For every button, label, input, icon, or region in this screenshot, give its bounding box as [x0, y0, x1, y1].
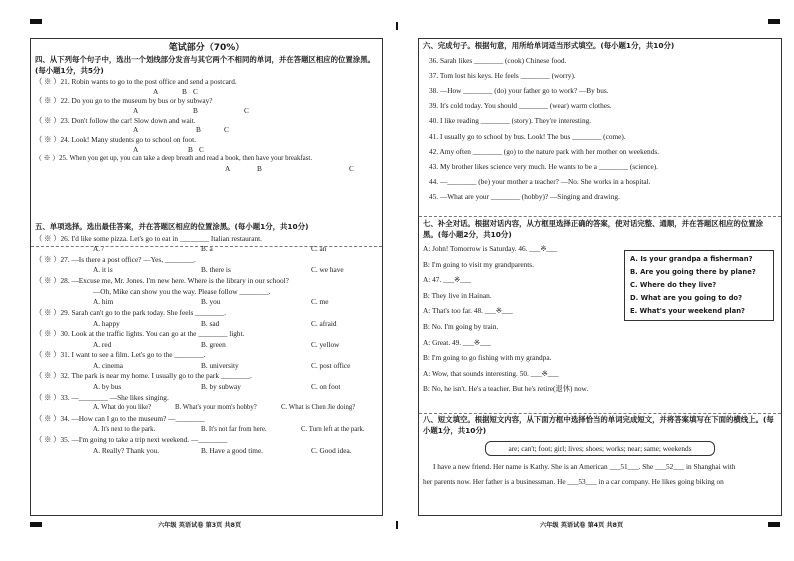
page-footer: 六年级 英语试卷 第4页 共8页: [540, 522, 624, 529]
question-39: 39. It's cold today. You should ________ (wear) warm clothes.: [429, 101, 612, 111]
answer-letters: A B C: [133, 125, 229, 135]
question-31: （ ※ ）31. I want to see a film. Let's go to the ________.: [35, 350, 206, 360]
center-mark: [396, 22, 398, 30]
options-30: A. red B. green C. yellow: [93, 339, 340, 349]
word-bank: are; can't; foot; girl; lives; shoes; works; near; same; weekends: [485, 441, 715, 456]
registration-mark: [768, 522, 780, 527]
exam-page-3: [30, 38, 383, 516]
answer-letters: A B C: [133, 144, 204, 154]
question-27: （ ※ ）27. —Is there a post office? —Yes, ________.: [35, 254, 196, 264]
question-40: 40. I like reading ________ (story). They're interesting.: [429, 116, 592, 126]
choice-a: A. Is your grandpa a fisherman?: [630, 255, 753, 263]
choice-b: B. Are you going there by plane?: [630, 268, 756, 276]
section-7: [419, 219, 781, 414]
section-8: [419, 415, 781, 513]
registration-mark: [30, 522, 42, 527]
passage-line: I have a new friend. Her name is Kathy. She is an American ___51___. She ___52___ in Shanghai with: [433, 462, 736, 471]
section-4: [31, 55, 382, 247]
question-43: 43. My brother likes science very much. He wants to be a ________ (science).: [429, 161, 658, 171]
question-30: （ ※ ）30. Look at the traffic lights. You can go at the ________ light.: [35, 329, 245, 339]
options-29: A. happy B. sad C. afraid: [93, 318, 337, 328]
answer-choice-box: [624, 250, 774, 321]
question-25: （ ※ ）25. When you get up, you can take a deep breath and read a book, then have your breakfast.: [35, 155, 313, 163]
registration-mark: [768, 19, 780, 24]
question-37: 37. Tom lost his keys. He feels ________ (worry).: [429, 70, 576, 80]
section-header: 五、单项选择。选出最佳答案，并在答题区相应的位置涂黑。(每小题1分，共10分): [35, 222, 309, 231]
dialogue-line: B: No. I'm going by train.: [423, 321, 499, 331]
choice-d: D. What are you going to do?: [630, 294, 743, 302]
question-24: （ ※ ）24. Look! Many students go to school on foot.: [35, 134, 196, 144]
section-header: 六、完成句子。根据句意，用所给单词适当形式填空。(每小题1分，共10分): [423, 41, 675, 50]
options-31: A. cinema B. university C. post office: [93, 361, 351, 371]
dialogue-line: A: 47. ___※___: [423, 275, 472, 285]
dialogue-line: A: Wow, that sounds interesting. 50. ___※___: [423, 368, 559, 378]
options-33: A. What do you like? B. What's your mom's hobby? C. What is Chen Jie doing?: [93, 404, 356, 412]
dialogue-line: A: That's too far. 48. ___※___: [423, 306, 513, 316]
question-34: （ ※ ）34. —How can I go to the museum? —________: [35, 413, 205, 423]
section-6: [419, 41, 781, 217]
question-22: （ ※ ）22. Do you go to the museum by bus or by subway?: [35, 96, 213, 106]
dialogue-line: B: They live in Hainan.: [423, 290, 492, 300]
section-header: 七、补全对话。根据对话内容，从方框里选择正确的答案，使对话完整、通顺，并在答题区相应的位置涂黑。(每小题2分，共10分): [423, 219, 763, 239]
dialogue-line: A: John! Tomorrow is Saturday. 46. ___※___: [423, 244, 558, 253]
question-26: （ ※ ）26. I'd like some pizza. Let's go to eat in ________ Italian restaurant.: [35, 233, 262, 243]
answer-letters: A B C: [133, 106, 249, 116]
exam-page-4: [418, 38, 782, 516]
answer-letters: A B C: [153, 86, 198, 96]
dialogue-line: B: I'm going to visit my grandparents.: [423, 259, 534, 269]
question-32: （ ※ ）32. The park is near my home. I usually go to the park ________.: [35, 371, 252, 381]
dialogue-line: A: Great. 49. ___※___: [423, 337, 491, 347]
question-36: 36. Sarah likes ________ (cook) Chinese food.: [429, 55, 567, 65]
options-27: A. it is B. there is C. we have: [93, 265, 344, 275]
options-34: A. It's next to the park. B. It's not far from here. C. Turn left at the park.: [93, 425, 365, 433]
question-45: 45. —What are your ________ (hobby)? —Singing and drawing.: [429, 192, 620, 202]
question-28: （ ※ ）28. —Excuse me, Mr. Jones. I'm new here. Where is the library in our school?: [35, 275, 289, 285]
page-footer: 六年级 英语试卷 第3页 共8页: [158, 522, 242, 529]
page-title: 笔试部分（70%）: [168, 43, 245, 53]
dialogue-line: B: No, he isn't. He's a teacher. But he's retire(退休) now.: [423, 384, 589, 394]
registration-mark: [30, 19, 42, 24]
question-41: 41. I usually go to school by bus. Look! The bus ________ (come).: [429, 131, 626, 141]
options-28: A. him B. you C. me: [93, 297, 329, 307]
choice-e: E. What's your weekend plan?: [630, 307, 745, 315]
question-29: （ ※ ）29. Sarah can't go to the park today. She feels ________.: [35, 307, 227, 317]
question-28-line2: —Oh, Mike can show you the way. Please follow ________.: [93, 286, 271, 296]
options-32: A. by bus B. by subway C. on foot: [93, 382, 341, 392]
options-26: A. / B. a C. an: [93, 244, 327, 254]
dialogue-line: B: I'm going to go fishing with my grandpa.: [423, 353, 552, 363]
question-38: 38. —How ________ (do) your father go to work? —By bus.: [429, 85, 609, 95]
choice-c: C. Where do they live?: [630, 281, 717, 289]
question-23: （ ※ ）23. Don't follow the car! Slow down and wait.: [35, 115, 196, 125]
center-mark: [396, 521, 398, 529]
question-33: （ ※ ）33. —________ —She likes singing.: [35, 392, 169, 402]
passage-line: her parents now. Her father is a businessman. He ___53___ in a car company. He likes going biking on: [423, 477, 724, 486]
question-42: 42. Amy often ________ (go) to the nature park with her mother on weekends.: [429, 146, 660, 156]
answer-letters: A B C: [225, 163, 354, 173]
question-21: （ ※ ）21. Robin wants to go to the post office and send a postcard.: [35, 77, 237, 86]
section-5: [31, 222, 382, 512]
question-44: 44. —________ (be) your mother a teacher? —No. She works in a hospital.: [429, 177, 651, 187]
section-header: 八、短文填空。根据短文内容，从下面方框中选择恰当的单词完成短文，并将答案填写在下面的横线上。(每小题1分，共10分): [423, 415, 774, 435]
options-35: A. Really? Thank you. B. Have a good time. C. Good idea.: [93, 445, 352, 455]
section-header: 四、从下列每个句子中，选出一个划线部分发音与其它两个不相同的单词，并在答题区相应的位置涂黑。(每小题1分，共5分): [35, 55, 375, 75]
question-35: （ ※ ）35. —I'm going to take a trip next weekend. —________: [35, 434, 228, 444]
